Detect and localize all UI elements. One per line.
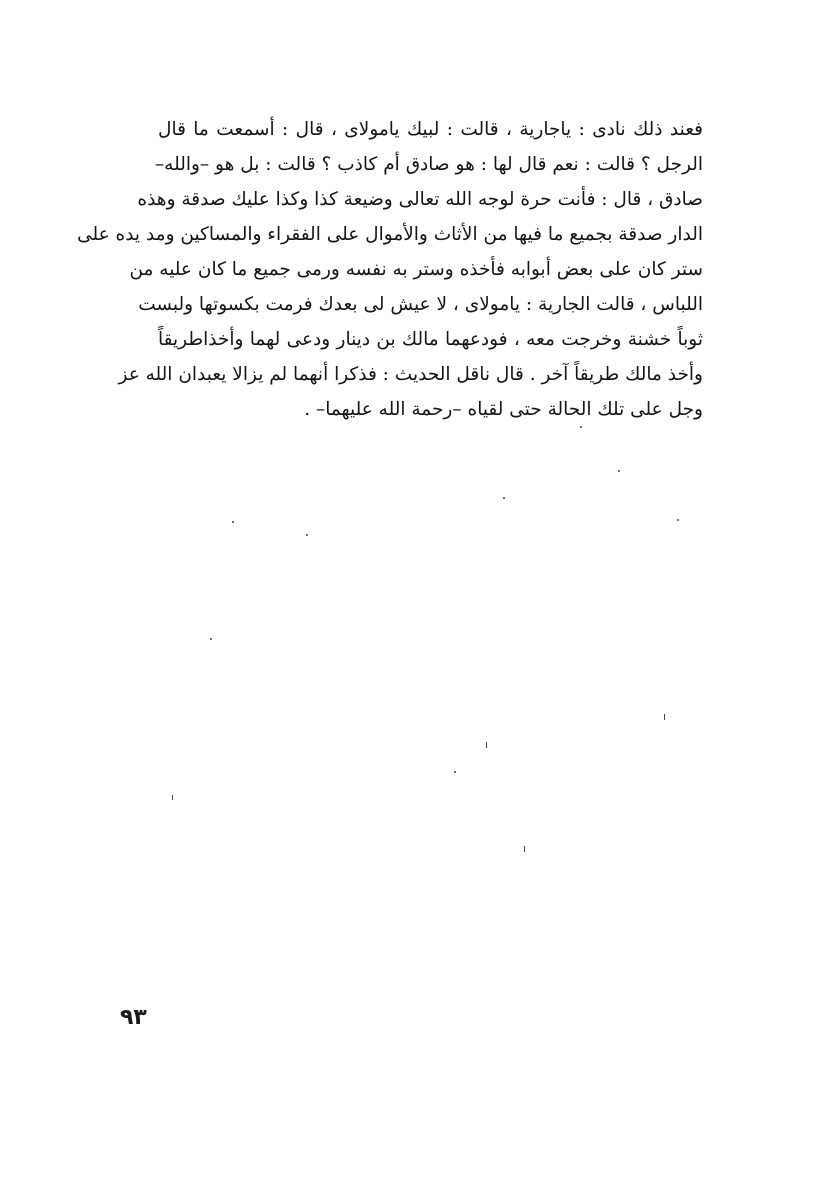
page-number: ٩٣ <box>120 1005 147 1030</box>
text-line-3: صادق ، قال : فأنت حرة لوجه الله تعالى وضيعة كذا وكذا عليك صدقة وهذه <box>137 189 703 210</box>
text-line-4: الدار صدقة بجميع ما فيها من الأثاث والأموال على الفقراء والمساكين ومد يده على <box>77 224 703 245</box>
scan-speck <box>677 519 679 521</box>
text-line-1: فعند ذلك نادى : ياجارية ، قالت : لبيك يامولاى ، قال : أسمعت ما قال <box>158 119 703 140</box>
text-line-6: اللباس ، قالت الجارية : يامولاى ، لا عيش لى بعدك فرمت بكسوتها ولبست <box>138 294 703 315</box>
text-line-8: وأخذ مالك طريقاً آخر . قال ناقل الحديث : فذكرا أنهما لم يزالا يعبدان الله عز <box>118 364 703 385</box>
text-line-2: الرجل ؟ قالت : نعم قال لها : هو صادق أم كاذب ؟ قالت : بل هو –والله– <box>154 154 703 175</box>
text-line-9: وجل على تلك الحالة حتى لقياه –رحمة الله عليهما– . <box>304 399 703 420</box>
text-line-5: ستر كان على بعض أبوابه فأخذه وستر به نفسه ورمى جميع ما كان عليه من <box>129 259 703 280</box>
scan-speck <box>306 534 308 536</box>
scan-speck <box>172 795 173 800</box>
scan-speck <box>664 714 665 720</box>
scan-speck <box>503 497 505 499</box>
scan-speck <box>486 742 487 748</box>
scan-speck <box>454 771 456 773</box>
text-line-7: ثوباً خشنة وخرجت معه ، فودعهما مالك بن دينار ودعى لهما وأخذاطريقاً <box>158 329 703 350</box>
scan-speck <box>210 638 212 640</box>
scan-speck <box>232 521 234 523</box>
body-text <box>77 112 703 427</box>
scan-speck <box>524 846 525 852</box>
scan-speck <box>618 470 620 472</box>
scan-speck <box>580 426 582 428</box>
